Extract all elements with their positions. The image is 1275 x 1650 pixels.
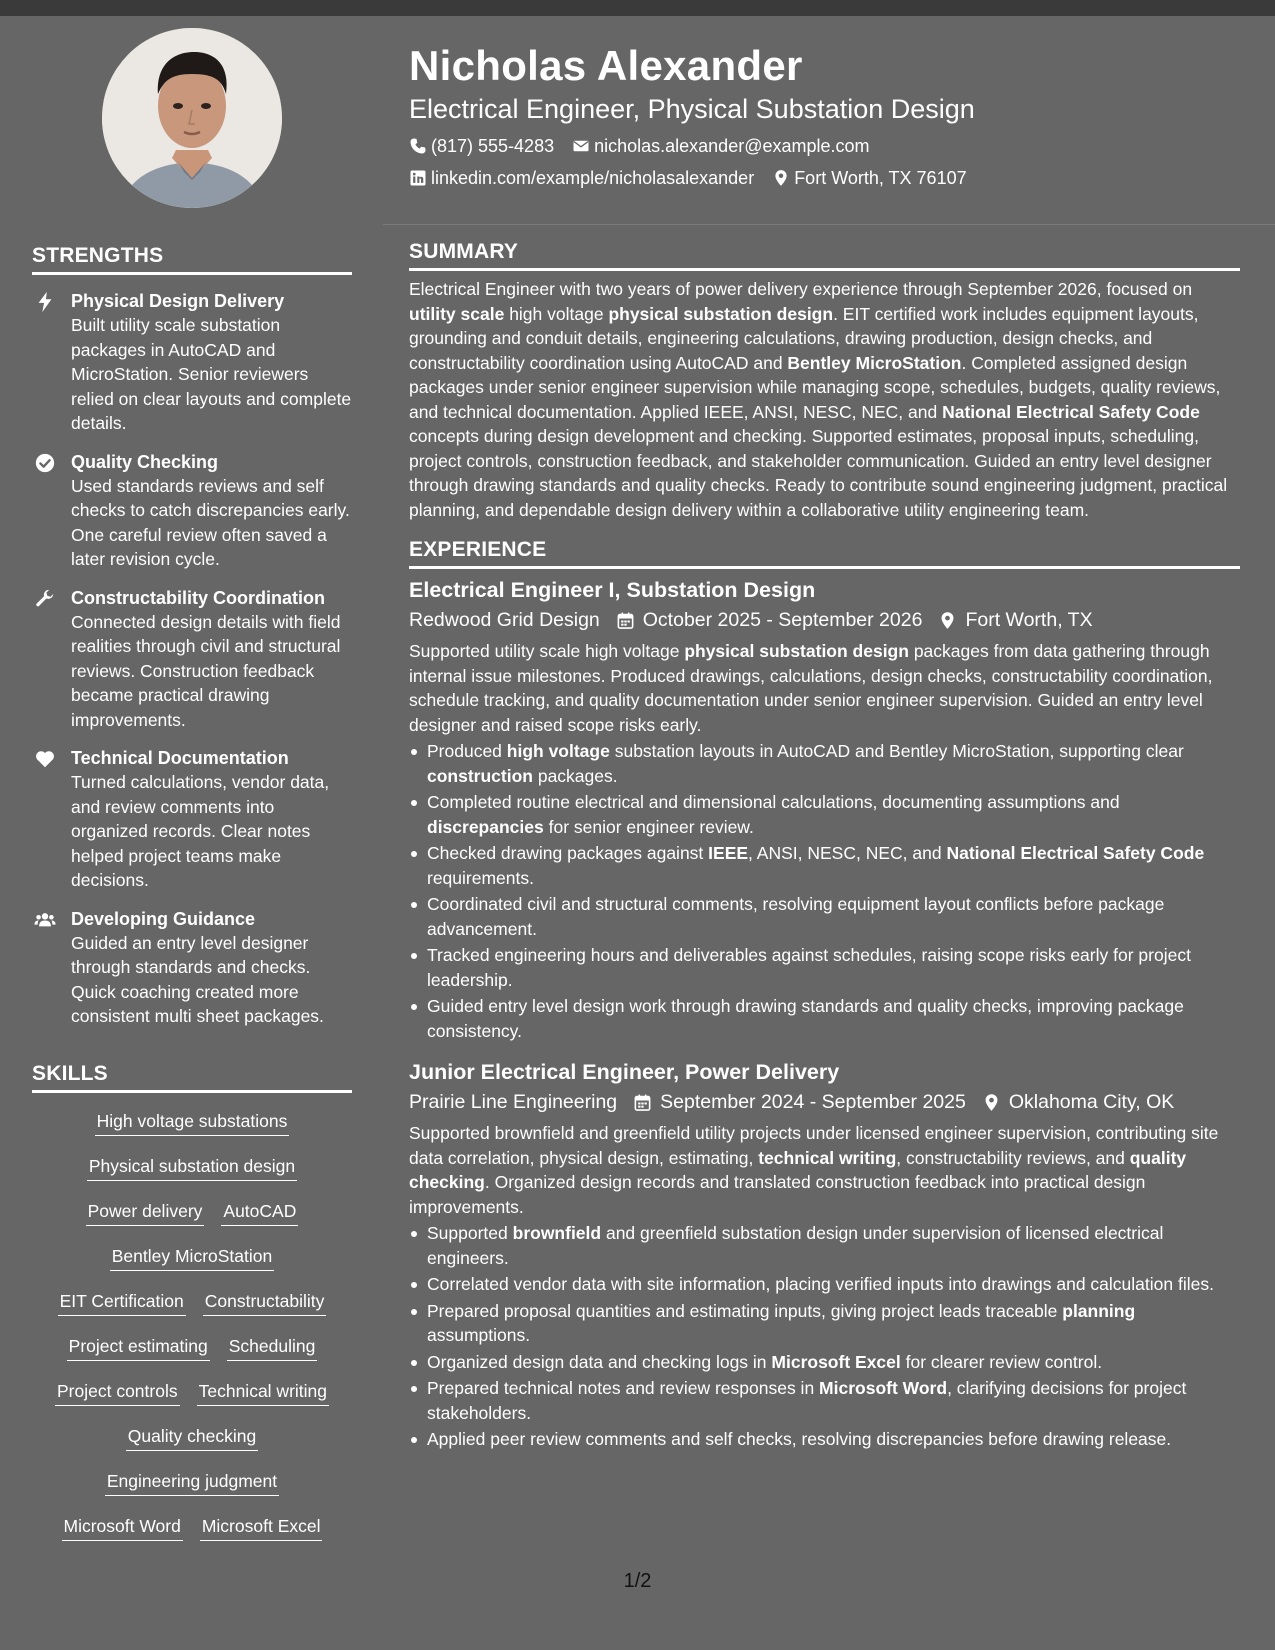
phone-item	[409, 130, 554, 162]
job-entry	[409, 1057, 1240, 1452]
strength-item	[32, 746, 352, 893]
phone-icon	[409, 137, 427, 155]
bold-text: discrepancies	[427, 816, 544, 837]
skill-chip: Project controls	[55, 1379, 180, 1406]
job-location: Fort Worth, TX	[965, 609, 1093, 631]
bold-text: utility scale	[409, 303, 505, 324]
users-icon	[34, 909, 56, 931]
list-item: Organized design data and checking logs in Microsoft Excel for clearer review control.	[409, 1350, 1240, 1375]
skill-chip: EIT Certification	[58, 1289, 186, 1316]
email-link[interactable]: nicholas.alexander@example.com	[594, 136, 870, 156]
strength-title: Technical Documentation	[71, 748, 289, 768]
candidate-role: Electrical Engineer, Physical Substation Design	[409, 94, 975, 124]
skill-chip: Quality checking	[126, 1424, 258, 1451]
strengths-heading: STRENGTHS	[32, 244, 352, 275]
page-number: 1/2	[623, 1570, 652, 1592]
check-circle-icon	[34, 452, 56, 474]
bold-text: brownfield	[512, 1223, 602, 1243]
list-item: Completed routine electrical and dimensional calculations, documenting assumptions and discrepancies for senior engineer review.	[409, 790, 1240, 839]
linkedin-link[interactable]: linkedin.com/example/nicholasalexander	[431, 168, 755, 188]
job-dates: September 2024 - September 2025	[660, 1091, 966, 1113]
bold-text: quality checking	[409, 1147, 1187, 1192]
strength-desc: Turned calculations, vendor data, and review comments into organized records. Clear notes helped project teams make decisions.	[71, 772, 330, 890]
header-divider	[383, 224, 1275, 225]
header	[409, 40, 1239, 194]
email-item[interactable]	[572, 130, 869, 162]
map-pin-icon	[982, 1093, 1001, 1112]
bold-text: construction	[427, 765, 533, 786]
bold-text: high voltage	[506, 741, 610, 761]
skill-list	[32, 1105, 352, 1555]
skill-chip: Microsoft Excel	[200, 1514, 323, 1541]
envelope-icon	[572, 137, 590, 155]
linkedin-icon	[409, 169, 427, 187]
job-bullets	[409, 739, 1240, 1043]
strength-title: Physical Design Delivery	[71, 291, 285, 311]
location-text: Fort Worth, TX 76107	[794, 168, 967, 188]
skill-chip: Bentley MicroStation	[110, 1244, 275, 1271]
bold-text: Microsoft Excel	[771, 1351, 901, 1372]
strength-desc: Used standards reviews and self checks to catch discrepancies early. One careful review often saved a later revision cycle.	[71, 475, 350, 569]
strength-item	[32, 450, 352, 572]
job-bullets	[409, 1221, 1240, 1452]
list-item: Prepared technical notes and review responses in Microsoft Word, clarifying decisions for project stakeholders.	[409, 1376, 1240, 1425]
avatar-portrait-icon	[102, 28, 282, 208]
calendar-icon	[633, 1093, 652, 1112]
job-dates: October 2025 - September 2026	[642, 609, 923, 631]
skill-chip: High voltage substations	[95, 1109, 290, 1136]
bold-text: National Electrical Safety Code	[946, 843, 1205, 863]
skill-chip: Physical substation design	[87, 1154, 297, 1181]
company-name: Redwood Grid Design	[409, 609, 600, 631]
bold-text: National Electrical Safety Code	[942, 401, 1200, 422]
bold-text: planning	[1062, 1300, 1136, 1321]
top-bar	[0, 0, 1275, 16]
list-item: Coordinated civil and structural comments, resolving equipment layout conflicts before package advancement.	[409, 892, 1240, 941]
list-item: Guided entry level design work through drawing standards and quality checks, improving package consistency.	[409, 994, 1240, 1043]
skill-chip: Technical writing	[197, 1379, 329, 1406]
main-column	[409, 240, 1240, 1454]
job-location: Oklahoma City, OK	[1008, 1091, 1175, 1113]
phone-text: (817) 555-4283	[431, 136, 555, 156]
avatar	[102, 28, 282, 208]
strength-item	[32, 586, 352, 733]
company-name: Prairie Line Engineering	[409, 1091, 618, 1113]
skills-heading: SKILLS	[32, 1062, 352, 1093]
strength-item	[32, 907, 352, 1029]
map-pin-icon	[938, 611, 957, 630]
list-item: Prepared proposal quantities and estimating inputs, giving project leads traceable planning assumptions.	[409, 1299, 1240, 1348]
job-meta	[409, 605, 1240, 635]
strength-title: Quality Checking	[71, 451, 219, 472]
job-title: Electrical Engineer I, Substation Design	[409, 578, 816, 602]
strength-item	[32, 289, 352, 436]
map-pin-icon	[772, 169, 790, 187]
strength-title: Developing Guidance	[71, 908, 256, 929]
skill-chip: Scheduling	[227, 1334, 318, 1361]
job-description: Supported utility scale high voltage physical substation design packages from data gathering through internal issue milestones. Produced drawings, calculations, design checks, constructability coordination, schedule tracking, and quality documentation under senior engineer supervision. Guided an entry level designer and raised scope risks early.	[409, 641, 1213, 735]
job-meta	[409, 1087, 1240, 1117]
skill-chip: Constructability	[203, 1289, 327, 1316]
bold-text: Bentley MicroStation	[787, 352, 962, 373]
location-item	[772, 162, 966, 194]
bold-text: physical substation design	[608, 303, 834, 324]
job-entry	[409, 575, 1240, 1043]
list-item: Applied peer review comments and self checks, resolving discrepancies before drawing release.	[409, 1427, 1240, 1452]
list-item: Supported brownfield and greenfield substation design under supervision of licensed electrical engineers.	[409, 1221, 1240, 1270]
skill-chip: Project estimating	[67, 1334, 210, 1361]
skill-chip: Engineering judgment	[105, 1469, 279, 1496]
bold-text: Microsoft Word	[819, 1378, 948, 1398]
strength-desc: Guided an entry level designer through standards and checks. Quick coaching created more consistent multi sheet packages.	[71, 932, 324, 1026]
list-item: Tracked engineering hours and deliverables against schedules, raising scope risks early for project leadership.	[409, 943, 1240, 992]
contact-row	[409, 162, 1239, 194]
job-description: Supported brownfield and greenfield utility projects under licensed engineer supervision, contributing site data correlation, physical design, estimating, technical writing, constructability reviews, and quality checking. Organized design records and translated construction feedback into practical design improvements.	[409, 1123, 1219, 1217]
strengths-section	[32, 244, 352, 1029]
wrench-icon	[34, 588, 56, 610]
summary-text: Electrical Engineer with two years of power delivery experience through September 2026, focused on utility scale high voltage physical substation design. EIT certified work includes equipment layouts, grounding and conduit details, engineering calculations, drawing production, design checks, and constructability coordination using AutoCAD and Bentley MicroStation. Completed assigned design packages under senior engineer supervision while managing scope, schedules, budgets, quality reviews, and technical documentation. Applied IEEE, ANSI, NESC, NEC, and National Electrical Safety Code concepts during design development and checking. Supported estimates, proposal inputs, scheduling, project controls, construction feedback, and stakeholder communication. Guided an entry level designer through drawing standards and quality checks. Ready to contribute sound engineering judgment, practical planning, and dependable design delivery within a collaborative utility engineering team.	[409, 279, 1228, 520]
skill-chip: AutoCAD	[221, 1199, 298, 1226]
list-item: Produced high voltage substation layouts in AutoCAD and Bentley MicroStation, supporting clear construction packages.	[409, 739, 1240, 788]
heart-icon	[34, 748, 56, 770]
skill-chip: Power delivery	[86, 1199, 205, 1226]
strength-title: Constructability Coordination	[71, 587, 325, 608]
calendar-icon	[616, 611, 635, 630]
bolt-icon	[34, 291, 56, 313]
bold-text: physical substation design	[684, 641, 909, 661]
contact-row	[409, 130, 1239, 162]
strength-desc: Connected design details with field realities through civil and structural reviews. Construction feedback became practical drawing improvements.	[71, 611, 341, 730]
bold-text: technical writing	[758, 1147, 897, 1168]
list-item: Checked drawing packages against IEEE, ANSI, NESC, NEC, and National Electrical Safety Code requirements.	[409, 841, 1240, 890]
experience-heading: EXPERIENCE	[409, 538, 1240, 569]
summary-heading: SUMMARY	[409, 240, 1240, 271]
strength-desc: Built utility scale substation packages in AutoCAD and MicroStation. Senior reviewers relied on clear layouts and complete details.	[71, 315, 352, 433]
bold-text: IEEE	[708, 843, 749, 863]
skill-chip: Microsoft Word	[62, 1514, 183, 1541]
job-title: Junior Electrical Engineer, Power Delivery	[409, 1060, 840, 1084]
candidate-name: Nicholas Alexander	[409, 42, 803, 89]
list-item: Correlated vendor data with site information, placing verified inputs into drawings and calculation files.	[409, 1272, 1240, 1297]
skills-section	[32, 1062, 352, 1555]
linkedin-item[interactable]	[409, 162, 754, 194]
